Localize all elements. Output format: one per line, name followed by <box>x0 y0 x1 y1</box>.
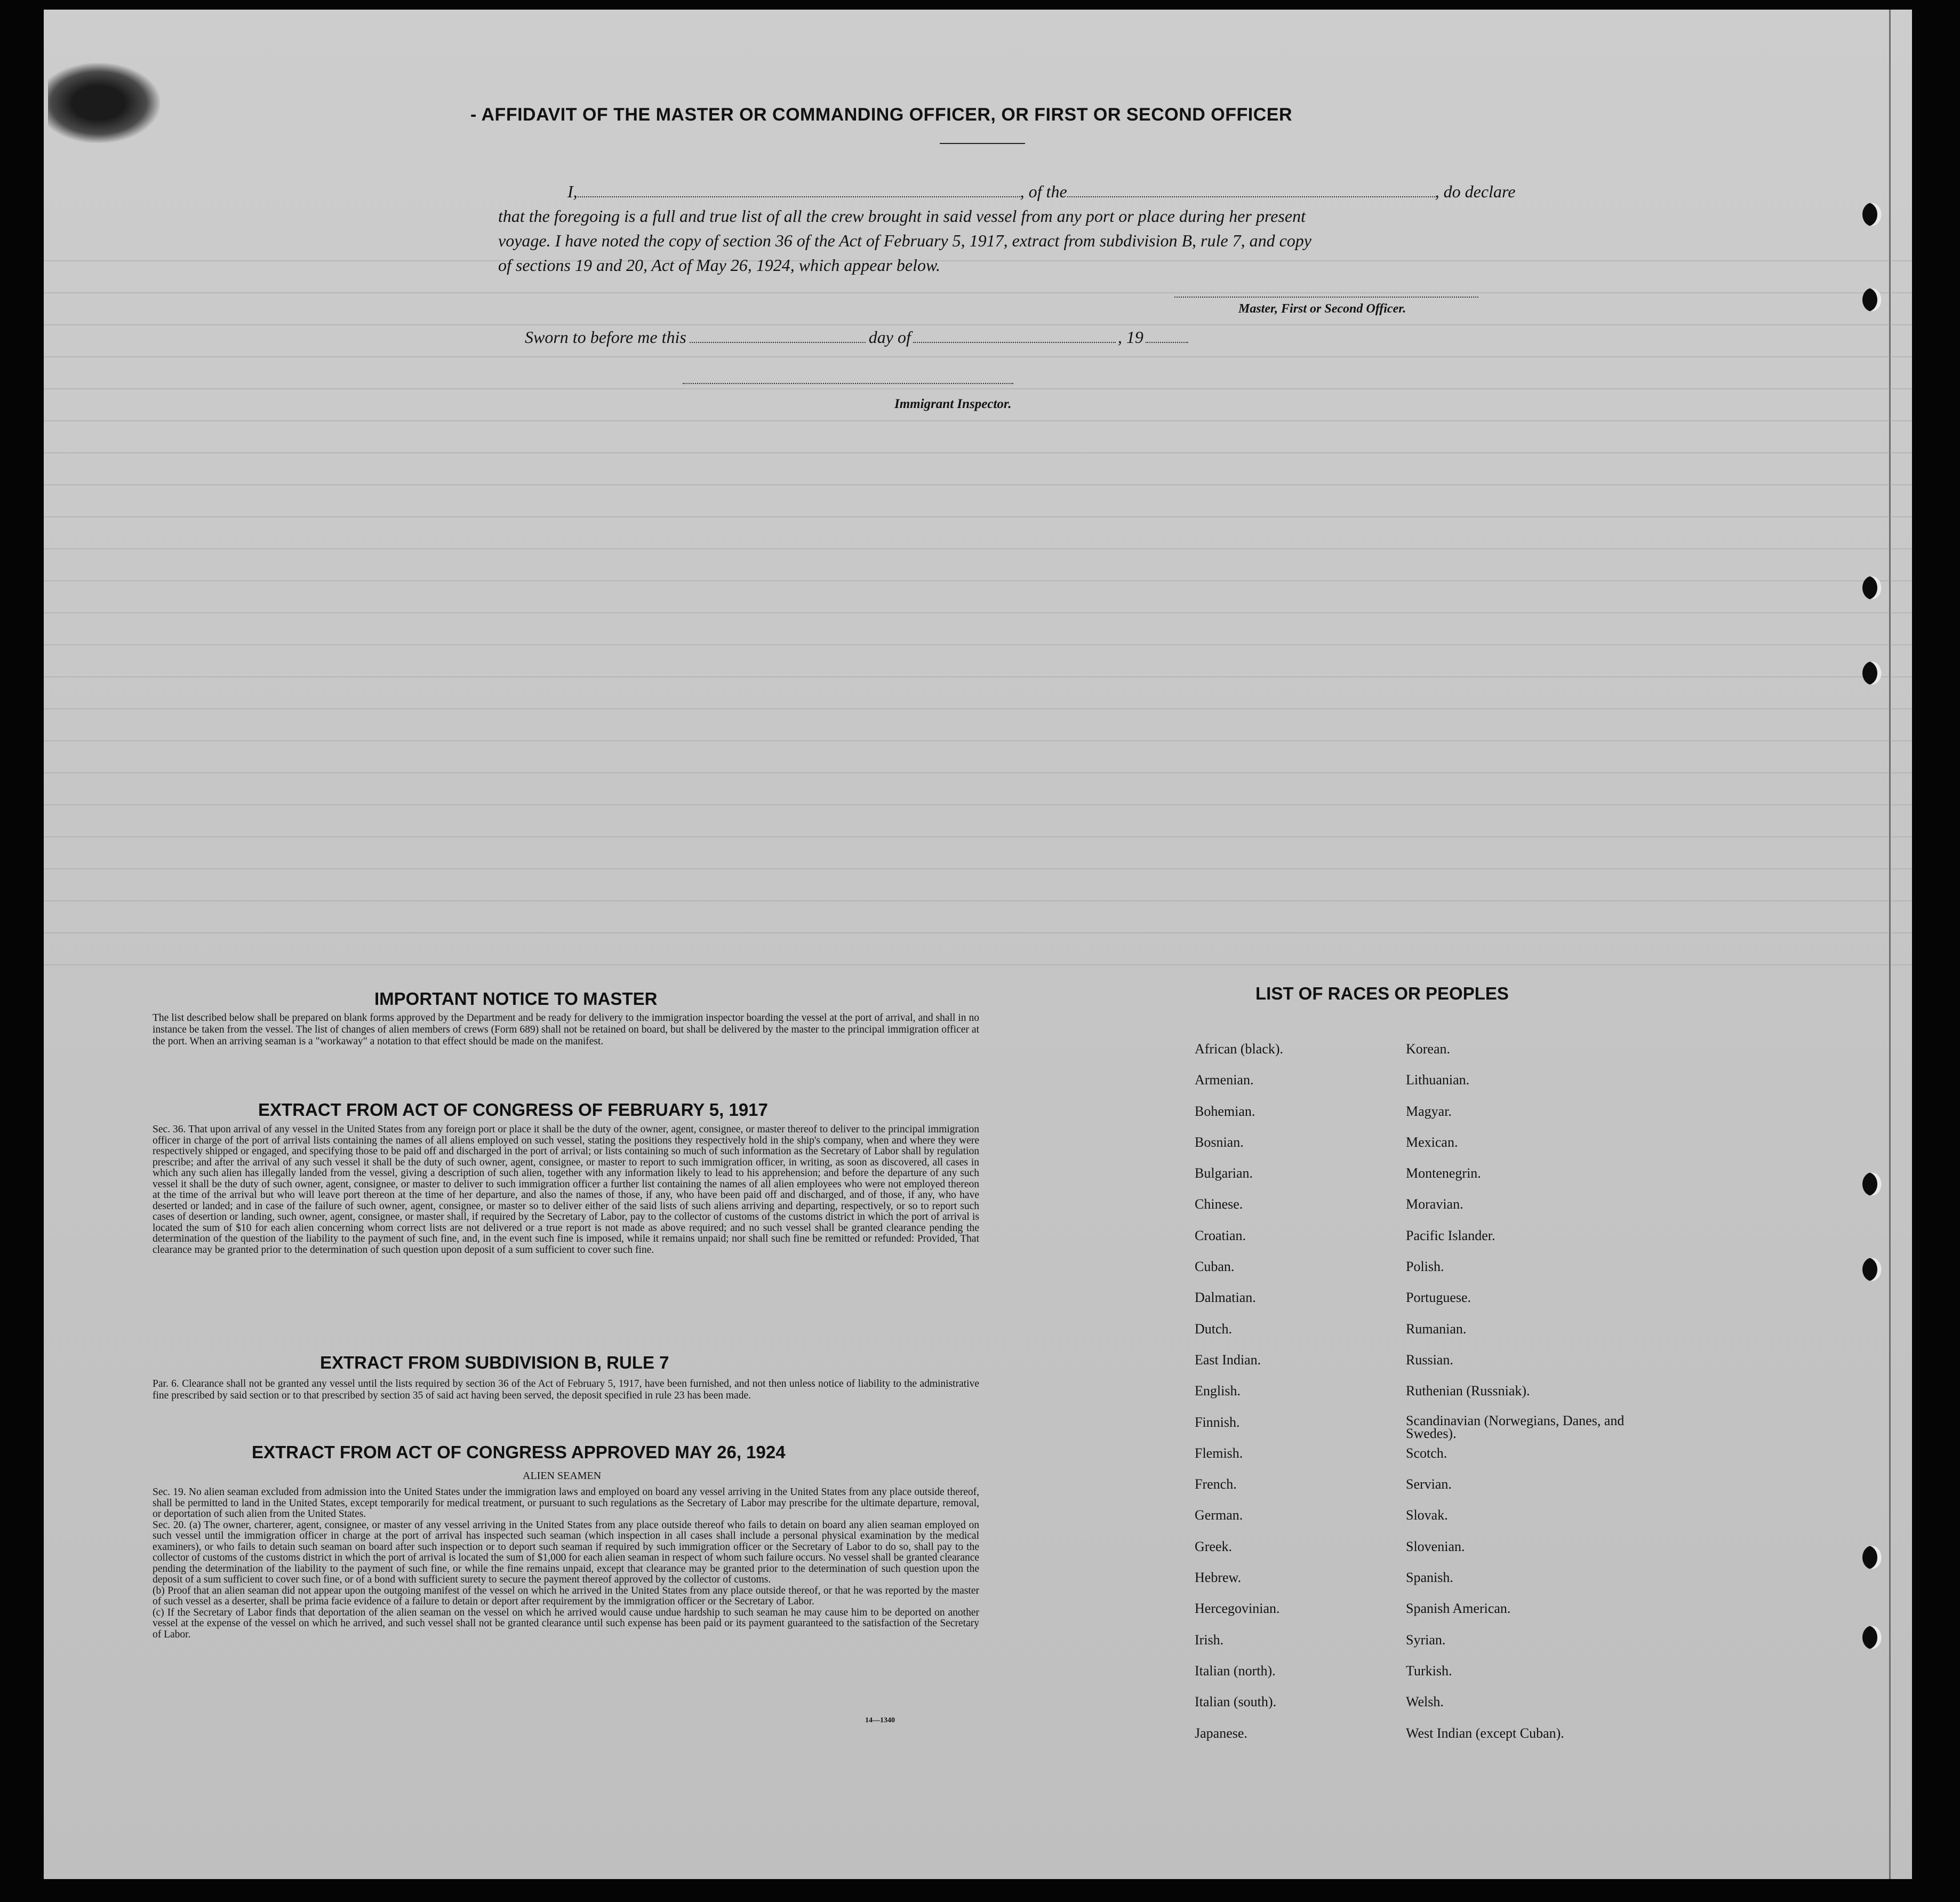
race-item: Finnish. <box>1195 1414 1240 1430</box>
section-20a-text: Sec. 20. (a) The owner, charterer, agent, consignee, or master of any vessel arriving in the United States from any place outside thereof who fails to detain on board any alien seaman employed on such vessel until the immigration officer in charge at the port of arrival has inspected such seaman (which inspection in all cases shall include a personal physical examination by the medical examiners), or who fails to detain such seaman on board after such inspection or to deport such seaman if required by such immigration officer or the Secretary of Labor to do so, shall pay to the collector of customs of the customs district in which the port of arrival is located the sum of $1,000 for each alien seaman in respect of whom such failure occurs. No vessel shall be granted clearance pending the determination of the liability to the payment of such fine, or while the fine remains unpaid, except that clearance may be granted prior to the determination of such question upon the deposit of a sum sufficient to cover such fine, or of a bond with sufficient surety to secure the payment thereof approved by the collector of customs. <box>153 1519 979 1585</box>
inspector-line <box>683 383 1013 384</box>
form-number: 14—1340 <box>865 1716 895 1724</box>
race-item: Montenegrin. <box>1406 1165 1481 1181</box>
race-item: Cuban. <box>1195 1259 1235 1275</box>
affidavit-declare-text: , do declare <box>1435 182 1516 201</box>
race-item: Dutch. <box>1195 1321 1233 1337</box>
affidavit-title: - AFFIDAVIT OF THE MASTER OR COMMANDING OFFICER, OR FIRST OR SECOND OFFICER <box>470 105 1293 125</box>
section-20c-text: (c) If the Secretary of Labor finds that deportation of the alien seaman on the vessel on which he arrived would cause undue hardship to such seaman he may cause him to be deported on another vessel at the expense of the vessel on which he arrived, and such vessel shall not be granted clearance until such expense has been paid or its payment guaranteed to the satisfaction of the Secretary of Labor. <box>153 1607 979 1640</box>
race-item: West Indian (except Cuban). <box>1406 1725 1564 1741</box>
race-item: Spanish. <box>1406 1570 1453 1586</box>
race-item: French. <box>1195 1476 1237 1492</box>
notice-title: IMPORTANT NOTICE TO MASTER <box>374 989 658 1009</box>
race-item: Rumanian. <box>1406 1321 1467 1337</box>
race-item: Servian. <box>1406 1476 1452 1492</box>
races-list-left <box>1195 1041 1283 1756</box>
race-item: Russian. <box>1406 1352 1453 1368</box>
extract-1924-title: EXTRACT FROM ACT OF CONGRESS APPROVED MAY 26, 1924 <box>252 1442 786 1462</box>
race-item: Chinese. <box>1195 1196 1243 1212</box>
sworn-month-blank <box>913 330 1116 343</box>
race-item: Scandinavian (Norwegians, Danes, and Swedes). <box>1406 1412 1625 1441</box>
race-item: Italian (south). <box>1195 1694 1277 1710</box>
race-item: Slovak. <box>1406 1507 1448 1523</box>
sworn-day-of-text: day of <box>868 327 911 347</box>
sworn-year-blank <box>1146 330 1188 343</box>
document-page <box>44 10 1912 1879</box>
race-item: Magyar. <box>1406 1103 1452 1119</box>
affidavit-statement <box>498 179 1554 277</box>
affidavit-line-3: voyage. I have noted the copy of section 36 of the Act of February 5, 1917, extract from subdivision B, rule 7, and copy <box>498 231 1311 250</box>
page-margin-line <box>1889 10 1891 1879</box>
sworn-day-blank <box>690 330 866 343</box>
race-item: German. <box>1195 1507 1243 1523</box>
punch-hole <box>1862 1626 1882 1649</box>
race-item: Bosnian. <box>1195 1134 1244 1150</box>
race-item: Scotch. <box>1406 1445 1447 1461</box>
notice-body: The list described below shall be prepared on blank forms approved by the Department and be ready for delivery to the immigration inspector boarding the vessel at the port of arrival, and shall in no instance be taken from the vessel. The list of changes of alien members of crews (Form 689) shall not be retained on board, but shall be delivered by the master to the principal immigration officer at the port. When an arriving seaman is a "workaway" a notation to that effect should be made on the manifest. <box>153 1012 979 1047</box>
title-underline <box>940 143 1025 144</box>
race-item: Moravian. <box>1406 1196 1463 1212</box>
punch-hole <box>1862 1546 1882 1569</box>
race-item: Turkish. <box>1406 1663 1452 1679</box>
race-item: Greek. <box>1195 1538 1233 1554</box>
race-item: Spanish American. <box>1406 1601 1511 1617</box>
rule-7-body: Par. 6. Clearance shall not be granted any vessel until the lists required by section 36 of the Act of February 5, 1917, have been furnished, and not then unless notice of liability to the administrative fine prescribed by said section or to that prescribed by section 35 of said act having been served, the deposit specified in rule 23 has been made. <box>153 1378 979 1401</box>
rule-7-title: EXTRACT FROM SUBDIVISION B, RULE 7 <box>320 1353 669 1372</box>
race-item: Welsh. <box>1406 1694 1444 1710</box>
inspector-label: Immigrant Inspector. <box>894 397 1012 411</box>
extract-1924-body <box>153 1487 979 1640</box>
race-item: Irish. <box>1195 1632 1224 1648</box>
race-item: Hebrew. <box>1195 1570 1242 1586</box>
races-title: LIST OF RACES OR PEOPLES <box>1255 984 1509 1003</box>
race-item: Croatian. <box>1195 1227 1246 1243</box>
section-19-text: Sec. 19. No alien seaman excluded from admission into the United States under the immigration laws and employed on board any vessel arriving in the United States from any place outside thereof, shall be permitted to land in the United States, except temporarily for medical treatment, or pursuant to such regulations as the Secretary of Labor may prescribe for the ultimate departure, removal, or deportation of such alien from the United States. <box>153 1487 979 1520</box>
race-item: Bohemian. <box>1195 1103 1255 1119</box>
punch-hole <box>1862 1172 1882 1196</box>
race-item: Slovenian. <box>1406 1538 1465 1554</box>
race-item: East Indian. <box>1195 1352 1261 1368</box>
race-item: Dalmatian. <box>1195 1290 1256 1306</box>
race-item: Mexican. <box>1406 1134 1458 1150</box>
punch-hole <box>1862 288 1882 311</box>
ink-stain <box>48 63 160 143</box>
race-item: Syrian. <box>1406 1632 1446 1648</box>
affidavit-line-2: that the foregoing is a full and true list of all the crew brought in said vessel from any port or place during her present <box>498 206 1306 226</box>
section-20b-text: (b) Proof that an alien seaman did not appear upon the outgoing manifest of the vessel on which he arrived in the United States from any place outside thereof, or that he was reported by the master of such vessel as a deserter, shall be prima facie evidence of a failure to detain or deport after requirement by the immigration officer or the Secretary of Labor. <box>153 1585 979 1607</box>
race-item: Polish. <box>1406 1259 1444 1275</box>
race-item: Hercegovinian. <box>1195 1601 1280 1617</box>
extract-1917-title: EXTRACT FROM ACT OF CONGRESS OF FEBRUARY 5, 1917 <box>258 1100 768 1120</box>
sworn-text: Sworn to before me this <box>525 327 686 347</box>
sworn-line <box>525 327 1188 347</box>
signature-line <box>1174 297 1478 298</box>
race-item: Lithuanian. <box>1406 1072 1470 1088</box>
alien-seamen-subtitle: ALIEN SEAMEN <box>523 1470 602 1482</box>
sworn-year-text: , 19 <box>1117 327 1143 347</box>
races-list-right <box>1406 1041 1630 1756</box>
punch-hole <box>1862 203 1882 226</box>
affidavit-i-text: I, <box>567 182 578 201</box>
race-item: Ruthenian (Russniak). <box>1406 1383 1530 1399</box>
race-item: Portuguese. <box>1406 1290 1471 1306</box>
affidavit-of-the-text: , of the <box>1020 182 1067 201</box>
vessel-blank <box>1067 185 1435 197</box>
race-item: Flemish. <box>1195 1445 1243 1461</box>
race-item: Bulgarian. <box>1195 1165 1253 1181</box>
race-item: Pacific Islander. <box>1406 1227 1495 1243</box>
punch-hole <box>1862 661 1882 685</box>
punch-hole <box>1862 576 1882 600</box>
affidavit-line-4: of sections 19 and 20, Act of May 26, 1924, which appear below. <box>498 255 940 275</box>
extract-1917-body: Sec. 36. That upon arrival of any vessel in the United States from any foreign port or place it shall be the duty of the owner, agent, consignee, or master thereof to deliver to the principal immigration officer in charge of the port of arrival lists containing the names of all aliens employed on such vessel, stating the positions they respectively hold in the ship's company, when and where they were respectively shipped or engaged, and specifying those to be paid off and discharged in the port of arrival; or lists containing so much of such information as the Secretary of Labor shall by regulation prescribe; and after the arrival of any such vessel it shall be the duty of such owner, agent, consignee, or master to report to such immigration officer, in writing, as soon as discovered, all cases in which any such alien has illegally landed from the vessel, giving a description of such alien, together with any information likely to lead to his apprehension; and before the departure of any such vessel it shall be the duty of such owner, agent, consignee, or master to deliver to such immigration officer a further list containing the names of all alien employees who were not employed thereon at the time of the arrival but who will leave port thereon at the time of her departure, and also the names of those, if any, who have been paid off and discharged, and of those, if any, who have deserted or landed; and in case of the failure of such owner, agent, consignee, or master so to deliver either of the said lists of such aliens arriving and departing, respectively, or so to report such cases of desertion or landing, such owner, agent, consignee, or master shall, if required by the Secretary of Labor, pay to the collector of customs of the customs district in which the port of arrival is located the sum of $10 for each alien concerning whom correct lists are not delivered or a true report is not made as above required; and no such vessel shall be granted clearance pending the determination of the question of the liability to the payment of such fine, and, in the event such fine is imposed, while it remains unpaid; nor shall such fine be remitted or refunded: Provided, That clearance may be granted prior to the determination of such question upon deposit of a sum sufficient to cover such fine. <box>153 1124 979 1256</box>
race-item: Armenian. <box>1195 1072 1254 1088</box>
race-item: English. <box>1195 1383 1241 1399</box>
race-item: Italian (north). <box>1195 1663 1276 1679</box>
punch-hole <box>1862 1258 1882 1281</box>
signature-label: Master, First or Second Officer. <box>1238 302 1406 316</box>
name-blank <box>578 185 1020 197</box>
race-item: African (black). <box>1195 1041 1284 1057</box>
race-item: Korean. <box>1406 1041 1451 1057</box>
race-item: Japanese. <box>1195 1725 1247 1741</box>
